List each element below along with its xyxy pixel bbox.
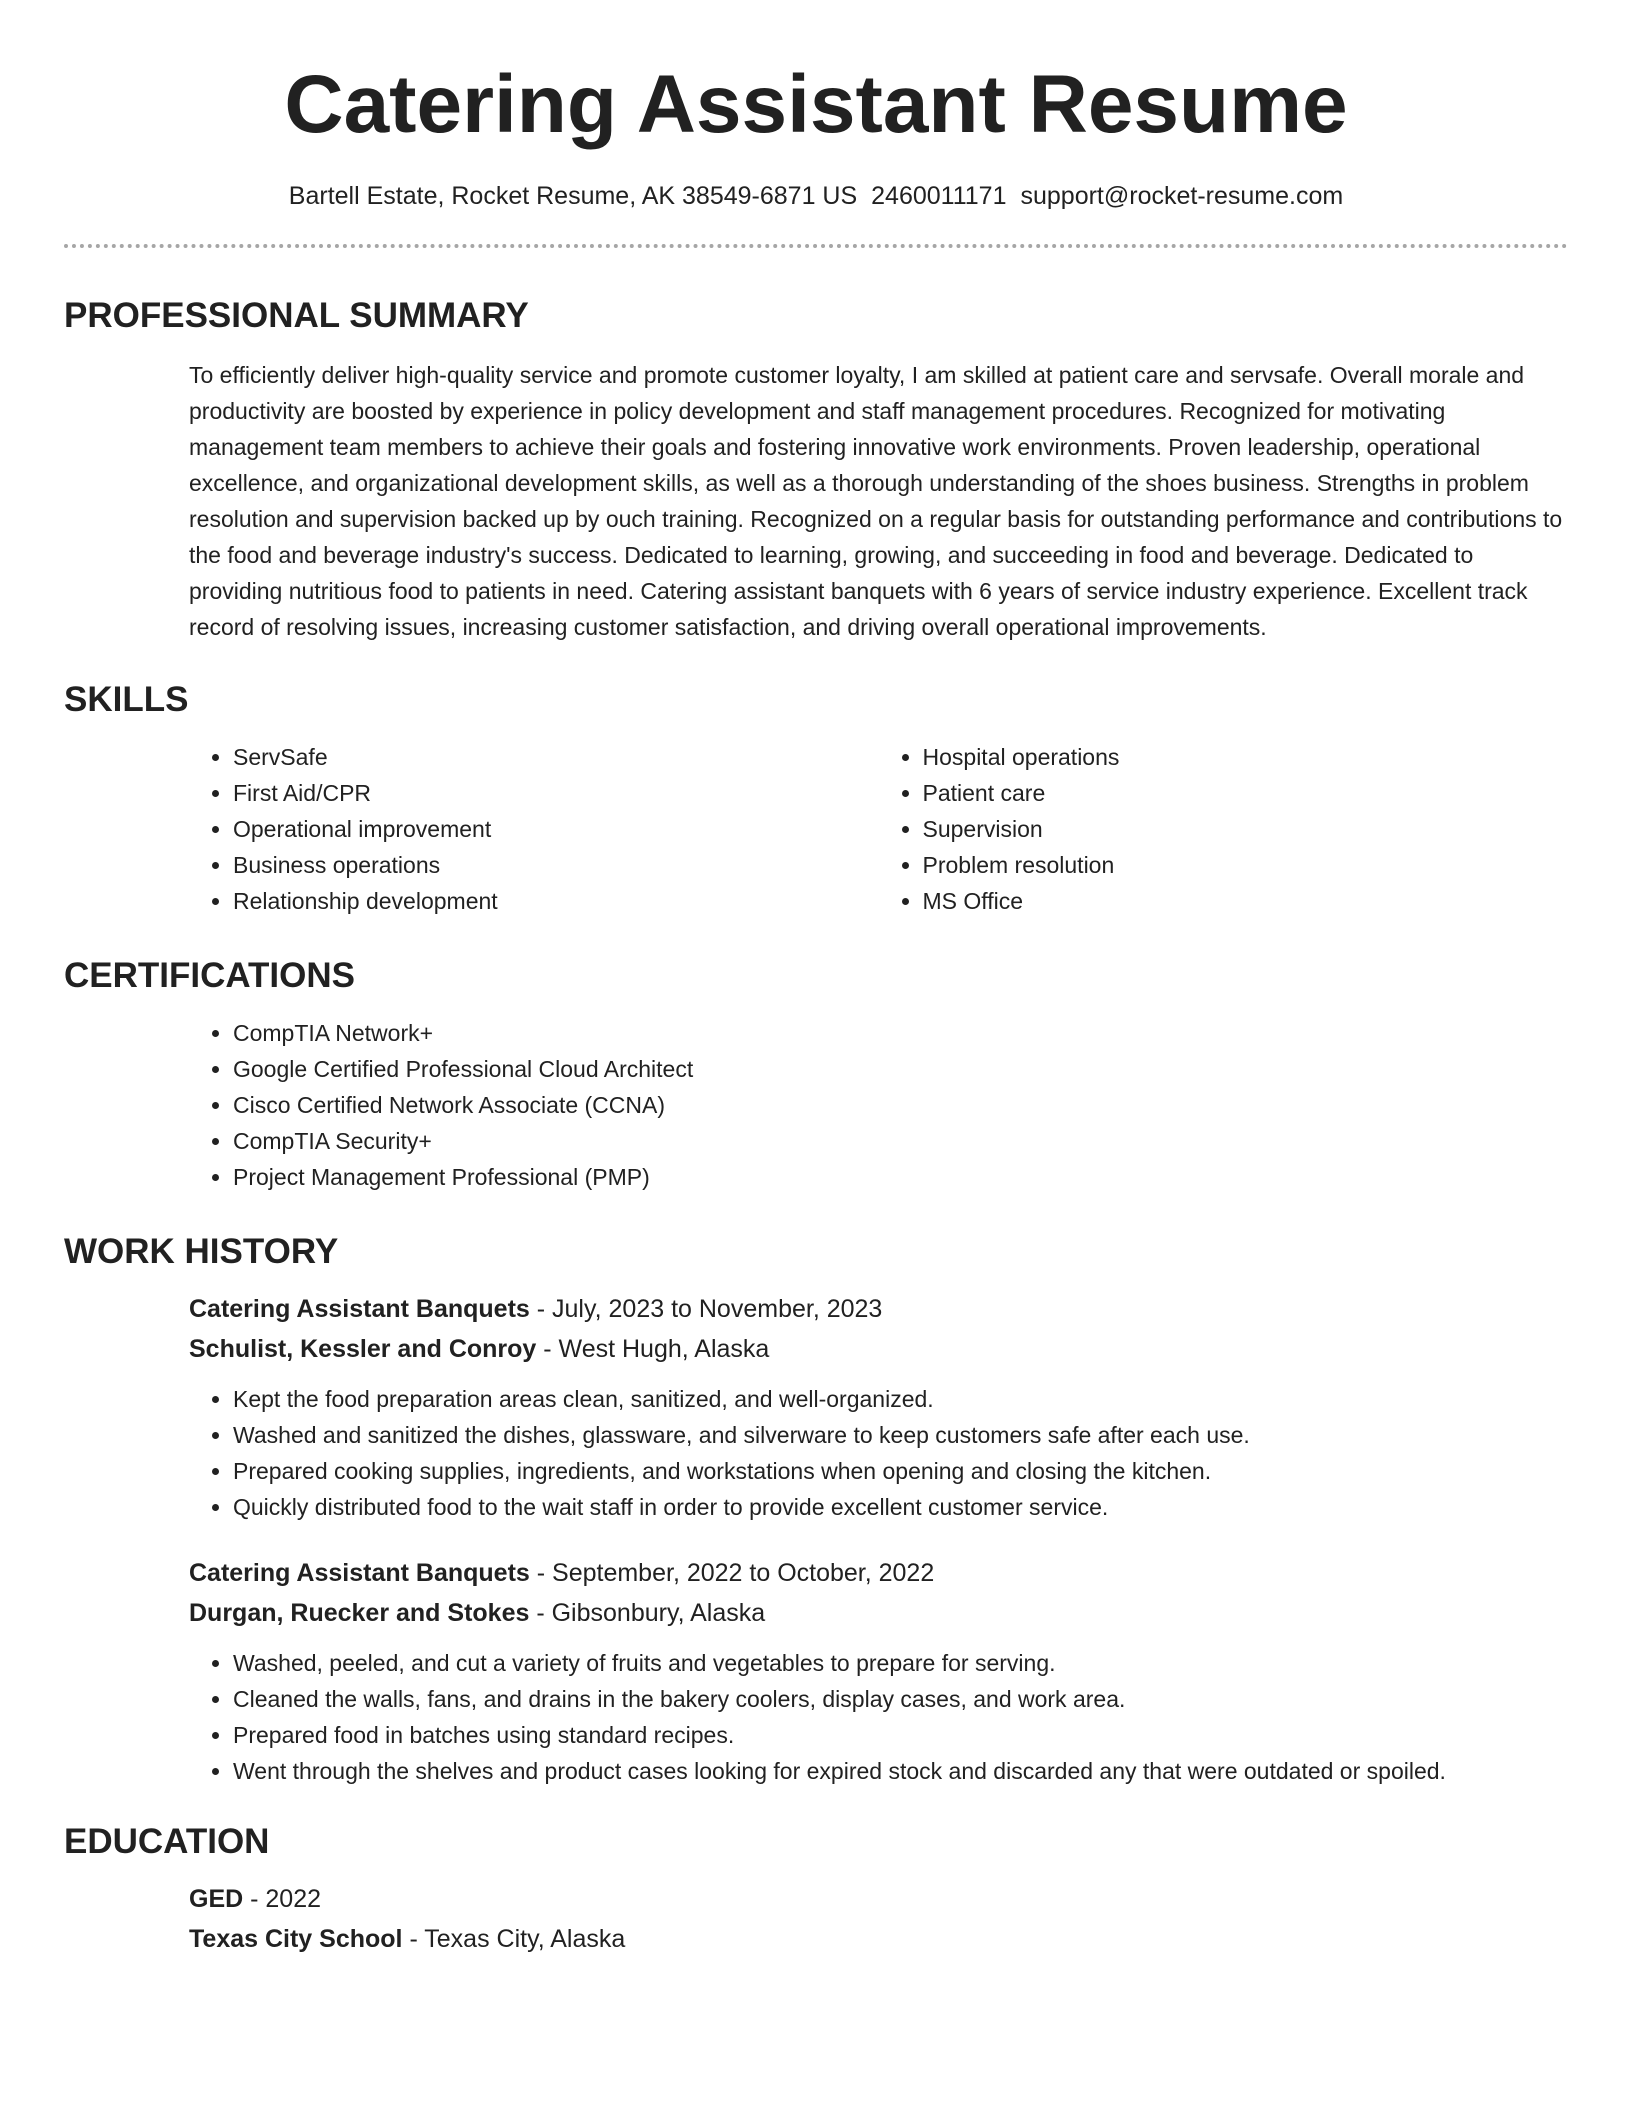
education-school: Texas City School: [189, 1925, 403, 1953]
job-company-line: [189, 1593, 1568, 1633]
job-bullet: • Prepared cooking supplies, ingredients, and workstations when opening and closing the kitchen.: [233, 1453, 1568, 1489]
certifications-heading: CERTIFICATIONS: [64, 956, 356, 995]
education-degree-line: [189, 1879, 1568, 1919]
certification-item: • CompTIA Security+: [233, 1123, 1568, 1159]
job-bullet: • Washed and sanitized the dishes, glassware, and silverware to keep customers safe after each use.: [233, 1417, 1568, 1453]
job-dates: - July, 2023 to November, 2023: [529, 1295, 883, 1323]
job-location: - West Hugh, Alaska: [536, 1335, 770, 1363]
certification-item: • Google Certified Professional Cloud Architect: [233, 1051, 1568, 1087]
skill-item: • Relationship development: [233, 883, 879, 919]
contact-phone: 2460011171: [871, 182, 1007, 210]
summary-heading: PROFESSIONAL SUMMARY: [64, 296, 529, 335]
education-school-line: [189, 1919, 1568, 1959]
skill-item: • Business operations: [233, 847, 879, 883]
job-title: Catering Assistant Banquets: [189, 1295, 530, 1323]
resume-title: Catering Assistant Resume: [284, 59, 1348, 150]
job-title: Catering Assistant Banquets: [189, 1559, 530, 1587]
skills-heading: SKILLS: [64, 680, 189, 719]
certifications-section: [64, 955, 1568, 1195]
certification-item: • Cisco Certified Network Associate (CCNA): [233, 1087, 1568, 1123]
contact-address: Bartell Estate, Rocket Resume, AK 38549-6871 US: [288, 182, 858, 210]
skill-item: • Operational improvement: [233, 811, 879, 847]
summary-text: To efficiently deliver high-quality service and promote customer loyalty, I am skilled at patient care and servsafe. Overall morale and productivity are boosted by experience in policy development and staff management procedures. Recognized for motivating management team members to achieve their goals and fostering innovative work environments. Proven leadership, operational excellence, and organizational development skills, as well as a thorough understanding of the shoes business. Strengths in problem resolution and supervision backed up by ouch training. Recognized on a regular basis for outstanding performance and contributions to the food and beverage industry's success. Dedicated to learning, growing, and succeeding in food and beverage. Dedicated to providing nutritious food to patients in need. Catering assistant banquets with 6 years of service industry experience. Excellent track record of resolving issues, increasing customer satisfaction, and driving overall operational improvements.: [189, 362, 1563, 640]
skill-item: • Problem resolution: [923, 847, 1569, 883]
work-history-heading: WORK HISTORY: [64, 1232, 339, 1271]
job-dates: - September, 2022 to October, 2022: [529, 1559, 935, 1587]
skill-item: • First Aid/CPR: [233, 775, 879, 811]
job-bullet: • Quickly distributed food to the wait staff in order to provide excellent customer service.: [233, 1489, 1568, 1525]
skills-right-list: [879, 739, 1569, 919]
summary-section: [64, 295, 1568, 645]
skill-item: • Supervision: [923, 811, 1569, 847]
certification-item: • CompTIA Network+: [233, 1015, 1568, 1051]
header-divider: [64, 244, 1568, 248]
job-title-line: [189, 1289, 1568, 1329]
education-section: [64, 1821, 1568, 1959]
certification-item: • Project Management Professional (PMP): [233, 1159, 1568, 1195]
skill-item: • MS Office: [923, 883, 1569, 919]
job-bullet-list: [189, 1381, 1568, 1525]
skill-item: • Patient care: [923, 775, 1569, 811]
job-location: - Gibsonbury, Alaska: [529, 1599, 766, 1627]
skills-section: [64, 679, 1568, 919]
job-bullet: • Went through the shelves and product cases looking for expired stock and discarded any that were outdated or spoiled.: [233, 1753, 1568, 1789]
education-degree: GED: [189, 1885, 244, 1913]
education-entry: [189, 1879, 1568, 1959]
contact-email: support@rocket-resume.com: [1020, 182, 1344, 210]
skills-grid: [189, 739, 1568, 919]
education-heading: EDUCATION: [64, 1822, 270, 1861]
education-location: - Texas City, Alaska: [402, 1925, 626, 1953]
job-bullet: • Prepared food in batches using standard recipes.: [233, 1717, 1568, 1753]
contact-line: [64, 180, 1568, 212]
job-entry: [189, 1289, 1568, 1525]
skills-left-list: [189, 739, 879, 919]
job-company: Durgan, Ruecker and Stokes: [189, 1599, 530, 1627]
certifications-list: [189, 1015, 1568, 1195]
job-bullet: • Cleaned the walls, fans, and drains in the bakery coolers, display cases, and work area.: [233, 1681, 1568, 1717]
job-bullet: • Washed, peeled, and cut a variety of fruits and vegetables to prepare for serving.: [233, 1645, 1568, 1681]
job-company-line: [189, 1329, 1568, 1369]
job-title-line: [189, 1553, 1568, 1593]
education-year: - 2022: [243, 1885, 322, 1913]
job-entry: [189, 1553, 1568, 1789]
job-company: Schulist, Kessler and Conroy: [189, 1335, 537, 1363]
job-bullet-list: [189, 1645, 1568, 1789]
skill-item: • Hospital operations: [923, 739, 1569, 775]
skill-item: • ServSafe: [233, 739, 879, 775]
work-history-section: [64, 1231, 1568, 1789]
job-bullet: • Kept the food preparation areas clean, sanitized, and well-organized.: [233, 1381, 1568, 1417]
